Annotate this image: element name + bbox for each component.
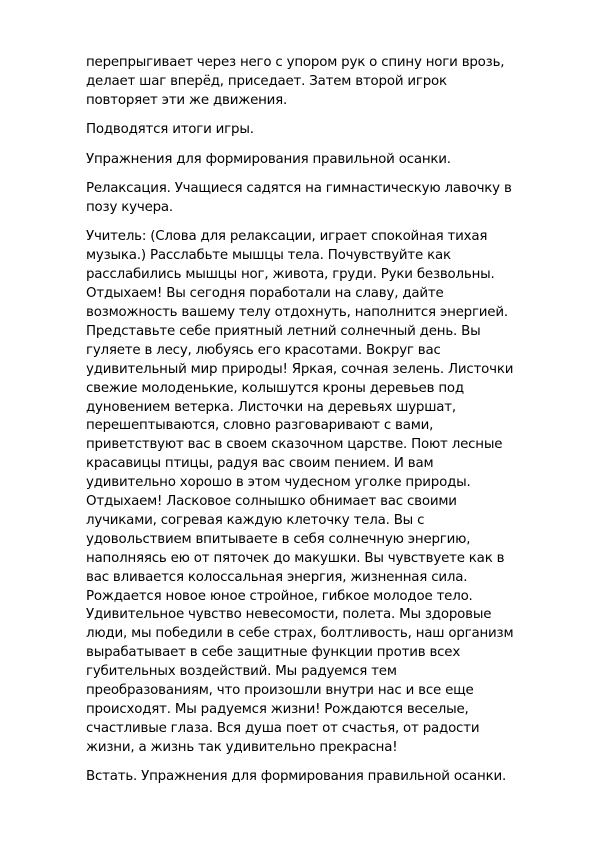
text-line: Упражнения для формирования правильной осанки. bbox=[86, 151, 451, 167]
text-line: Учитель: (Слова для релаксации, играет спокойная тихая bbox=[86, 229, 488, 245]
text-line: удовольствием впитываете в себя солнечную энергию, bbox=[86, 531, 471, 547]
text-line: расслабились мышцы ног, живота, груди. Руки безвольны. bbox=[86, 267, 495, 283]
text-line: гуляете в лесу, любуясь его красотами. Вокруг вас bbox=[86, 342, 441, 358]
text-line: красавицы птицы, радуя вас своим пением. И вам bbox=[86, 456, 434, 472]
text-line: позу кучера. bbox=[86, 199, 173, 215]
text-line: Удивительное чувство невесомости, полета. Мы здоровые bbox=[86, 607, 492, 623]
text-line: жизни, а жизнь так удивительно прекрасна! bbox=[86, 739, 398, 755]
text-line: возможность вашему телу отдохнуть, наполнится энергией. bbox=[86, 304, 508, 320]
text-line: лучиками, согревая каждую клеточку тела. Вы с bbox=[86, 512, 425, 528]
text-line: повторяет эти же движения. bbox=[86, 92, 288, 108]
text-line: Релаксация. Учащиеся садятся на гимнастическую лавочку в bbox=[86, 181, 512, 197]
text-line: Встать. Упражнения для формирования правильной осанки. bbox=[86, 769, 507, 785]
text-line: Отдыхаем! Ласковое солнышко обнимает вас своими bbox=[86, 494, 457, 510]
text-line: происходят. Мы радуемся жизни! Рождаются веселые, bbox=[86, 702, 469, 717]
text-line: губительных воздействий. Мы радуемся тем bbox=[86, 664, 397, 680]
text-line: перешептываются, словно разговаривают с вами, bbox=[86, 418, 434, 434]
text-line: перепрыгивает через него с упором рук о спину ноги врозь, bbox=[86, 55, 505, 70]
text-line: музыка.) Расслабьте мышцы тела. Почувствуйте как bbox=[86, 248, 451, 264]
paragraph-game-results bbox=[86, 121, 546, 140]
paragraph-posture-exercises bbox=[86, 151, 546, 170]
text-line: делает шаг вперёд, приседает. Затем второй игрок bbox=[86, 73, 447, 89]
text-line: вырабатывает в себе защитные функции против всех bbox=[86, 645, 461, 661]
text-line: преобразованиям, что произошли внутри нас и все еще bbox=[86, 683, 474, 699]
paragraph-stand-up bbox=[86, 768, 546, 787]
paragraph-teacher-speech bbox=[86, 228, 546, 757]
text-line: удивительный мир природы! Яркая, сочная зелень. Листочки bbox=[86, 361, 514, 377]
paragraph-relaxation bbox=[86, 180, 546, 218]
text-line: наполняясь ею от пяточек до макушки. Вы чувствуете как в bbox=[86, 550, 505, 566]
text-line: люди, мы победили в себе страх, болтливость, наш организм bbox=[86, 626, 514, 642]
text-line: Представьте себе приятный летний солнечный день. Вы bbox=[86, 323, 481, 339]
document-page bbox=[86, 54, 546, 798]
text-line: Рождается новое юное стройное, гибкое молодое тело. bbox=[86, 588, 473, 604]
text-line: счастливые глаза. Вся душа поет от счастья, от радости bbox=[86, 720, 480, 736]
text-line: приветствуют вас в своем сказочном царстве. Поют лесные bbox=[86, 437, 503, 453]
text-line: Отдыхаем! Вы сегодня поработали на славу, дайте bbox=[86, 286, 444, 302]
paragraph-game-description bbox=[86, 54, 546, 111]
text-line: вас вливается колоссальная энергия, жизненная сила. bbox=[86, 569, 468, 585]
text-line: удивительно хорошо в этом чудесном уголке природы. bbox=[86, 475, 471, 491]
text-line: дуновением ветерка. Листочки на деревьях шуршат, bbox=[86, 399, 456, 415]
text-line: Подводятся итоги игры. bbox=[86, 122, 254, 138]
text-line: свежие молоденькие, колышутся кроны деревьев под bbox=[86, 380, 464, 396]
